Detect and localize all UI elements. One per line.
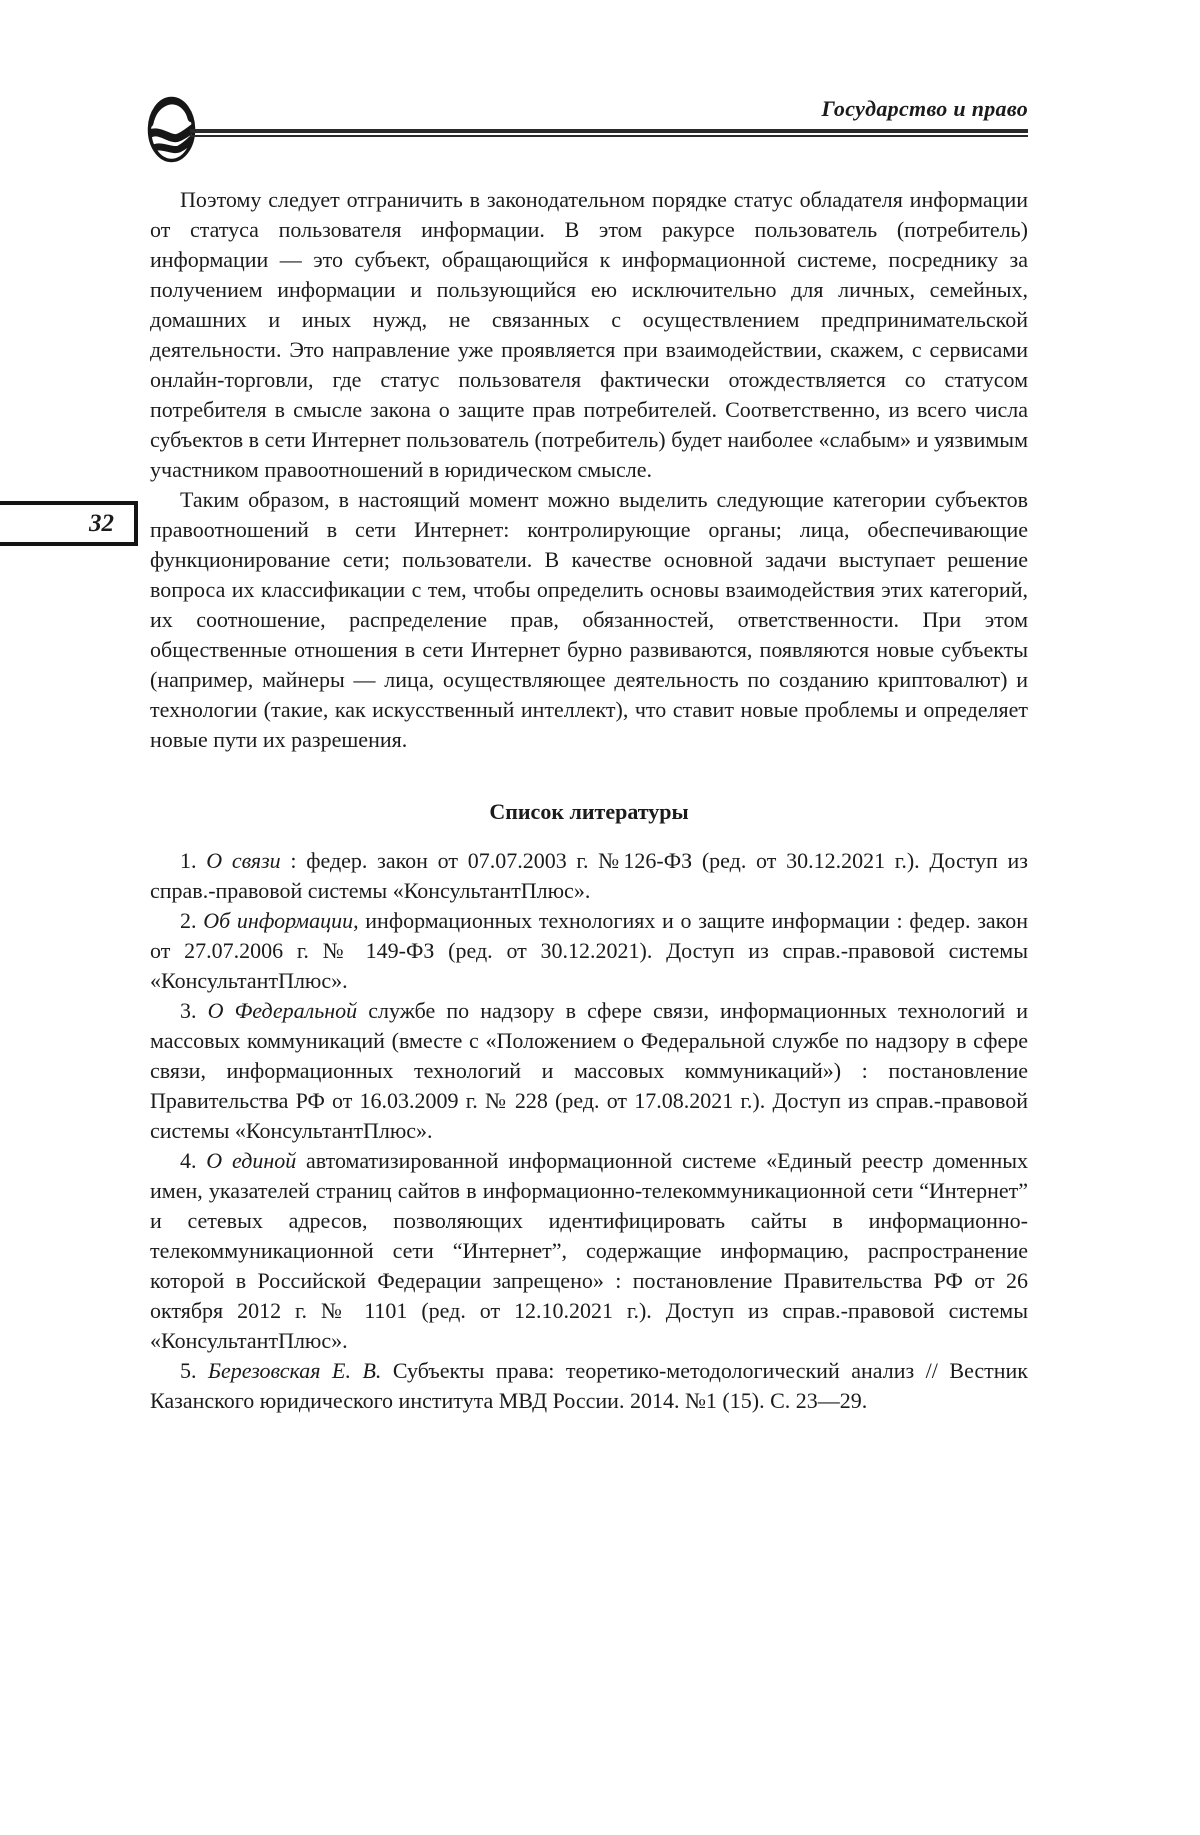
reference-item-5 — [150, 1356, 1028, 1416]
reference-text: автоматизированной информационной системе «Единый реестр доменных имен, указателей страниц сайтов в информационно-телекоммуникационной сети “Интернет” и сетевых адресов, позволяющих идентифицировать сайты в информационно-телекоммуникационной сети “Интернет”, содержащие информацию, распространение которой в Российской Федерации запрещено» : постановление Правительства РФ от 26 октября 2012 г. № 1101 (ред. от 12.10.2021 г.). Доступ из справ.-правовой системы «КонсультантПлюс». — [150, 1148, 1029, 1353]
reference-item-3 — [150, 996, 1028, 1146]
references-heading: Список литературы — [489, 799, 689, 824]
reference-number: 1. — [180, 848, 197, 873]
reference-author-italic: Березовская Е. В. — [208, 1358, 382, 1383]
reference-text: : федер. закон от 07.07.2003 г. №126-ФЗ (ред. от 30.12.2021 г.). Доступ из справ.-правовой системы «КонсультантПлюс». — [150, 848, 1028, 903]
journal-logo-icon — [147, 96, 196, 168]
reference-text: Субъекты права: теоретико-методологический анализ // Вестник Казанского юридического института МВД России. 2014. №1 (15). С. 23—29. — [150, 1358, 1028, 1413]
reference-title-italic: О единой — [206, 1148, 297, 1173]
page-number: 32 — [89, 509, 114, 537]
reference-title-italic: Об информации — [203, 908, 354, 933]
paragraph-1: Поэтому следует отграничить в законодательном порядке статус обладателя информации от статуса пользователя информации. В этом ракурсе пользователь (потребитель) информации — это субъект, обращающийся к информационной системе, посреднику за получением информации и пользующийся ею исключительно для личных, семейных, домашних и иных нужд, не связанных с осуществлением предпринимательской деятельности. Это направление уже проявляется при взаимодействии, скажем, с сервисами онлайн-торговли, где статус пользователя фактически отождествляется со статусом потребителя в смысле закона о защите прав потребителей. Соответственно, из всего числа субъектов в сети Интернет пользователь (потребитель) будет наиболее «слабым» и уязвимым участником правоотношений в юридическом смысле. — [150, 187, 1028, 482]
reference-item-4 — [150, 1146, 1028, 1356]
reference-title-italic: О связи — [206, 848, 281, 873]
reference-title-italic: О Федеральной — [207, 998, 358, 1023]
reference-text: службе по надзору в сфере связи, информационных технологий и массовых коммуникаций (вместе с «Положением о Федеральной службе по надзору в сфере связи, информационных технологий и массовых коммуникаций») : постановление Правительства РФ от 16.03.2009 г. № 228 (ред. от 17.08.2021 г.). Доступ из справ.-правовой системы «КонсультантПлюс». — [150, 998, 1028, 1143]
article-body — [150, 185, 1028, 1416]
reference-number: 3. — [180, 998, 197, 1023]
reference-number: 5. — [180, 1358, 197, 1383]
reference-item-1 — [150, 846, 1028, 906]
page-number-box — [0, 501, 138, 546]
header-rule — [190, 129, 1028, 137]
reference-text: , информационных технологиях и о защите информации : федер. закон от 27.07.2006 г. № 149-ФЗ (ред. от 30.12.2021). Доступ из справ.-правовой системы «КонсультантПлюс». — [150, 908, 1029, 993]
reference-number: 4. — [180, 1148, 197, 1173]
reference-item-2 — [150, 906, 1028, 996]
paragraph-2: Таким образом, в настоящий момент можно выделить следующие категории субъектов правоотношений в сети Интернет: контролирующие органы; лица, обеспечивающие функционирование сети; пользователи. В качестве основной задачи выступает решение вопроса их классификации с тем, чтобы определить основы взаимодействия этих категорий, их соотношение, распределение прав, обязанностей, ответственности. При этом общественные отношения в сети Интернет бурно развиваются, появляются новые субъекты (например, майнеры — лица, осуществляющее деятельность по созданию криптовалют) и технологии (такие, как искусственный интеллект), что ставит новые проблемы и определяет новые пути их разрешения. — [150, 487, 1028, 752]
journal-title: Государство и право — [821, 96, 1028, 121]
reference-number: 2. — [180, 908, 197, 933]
